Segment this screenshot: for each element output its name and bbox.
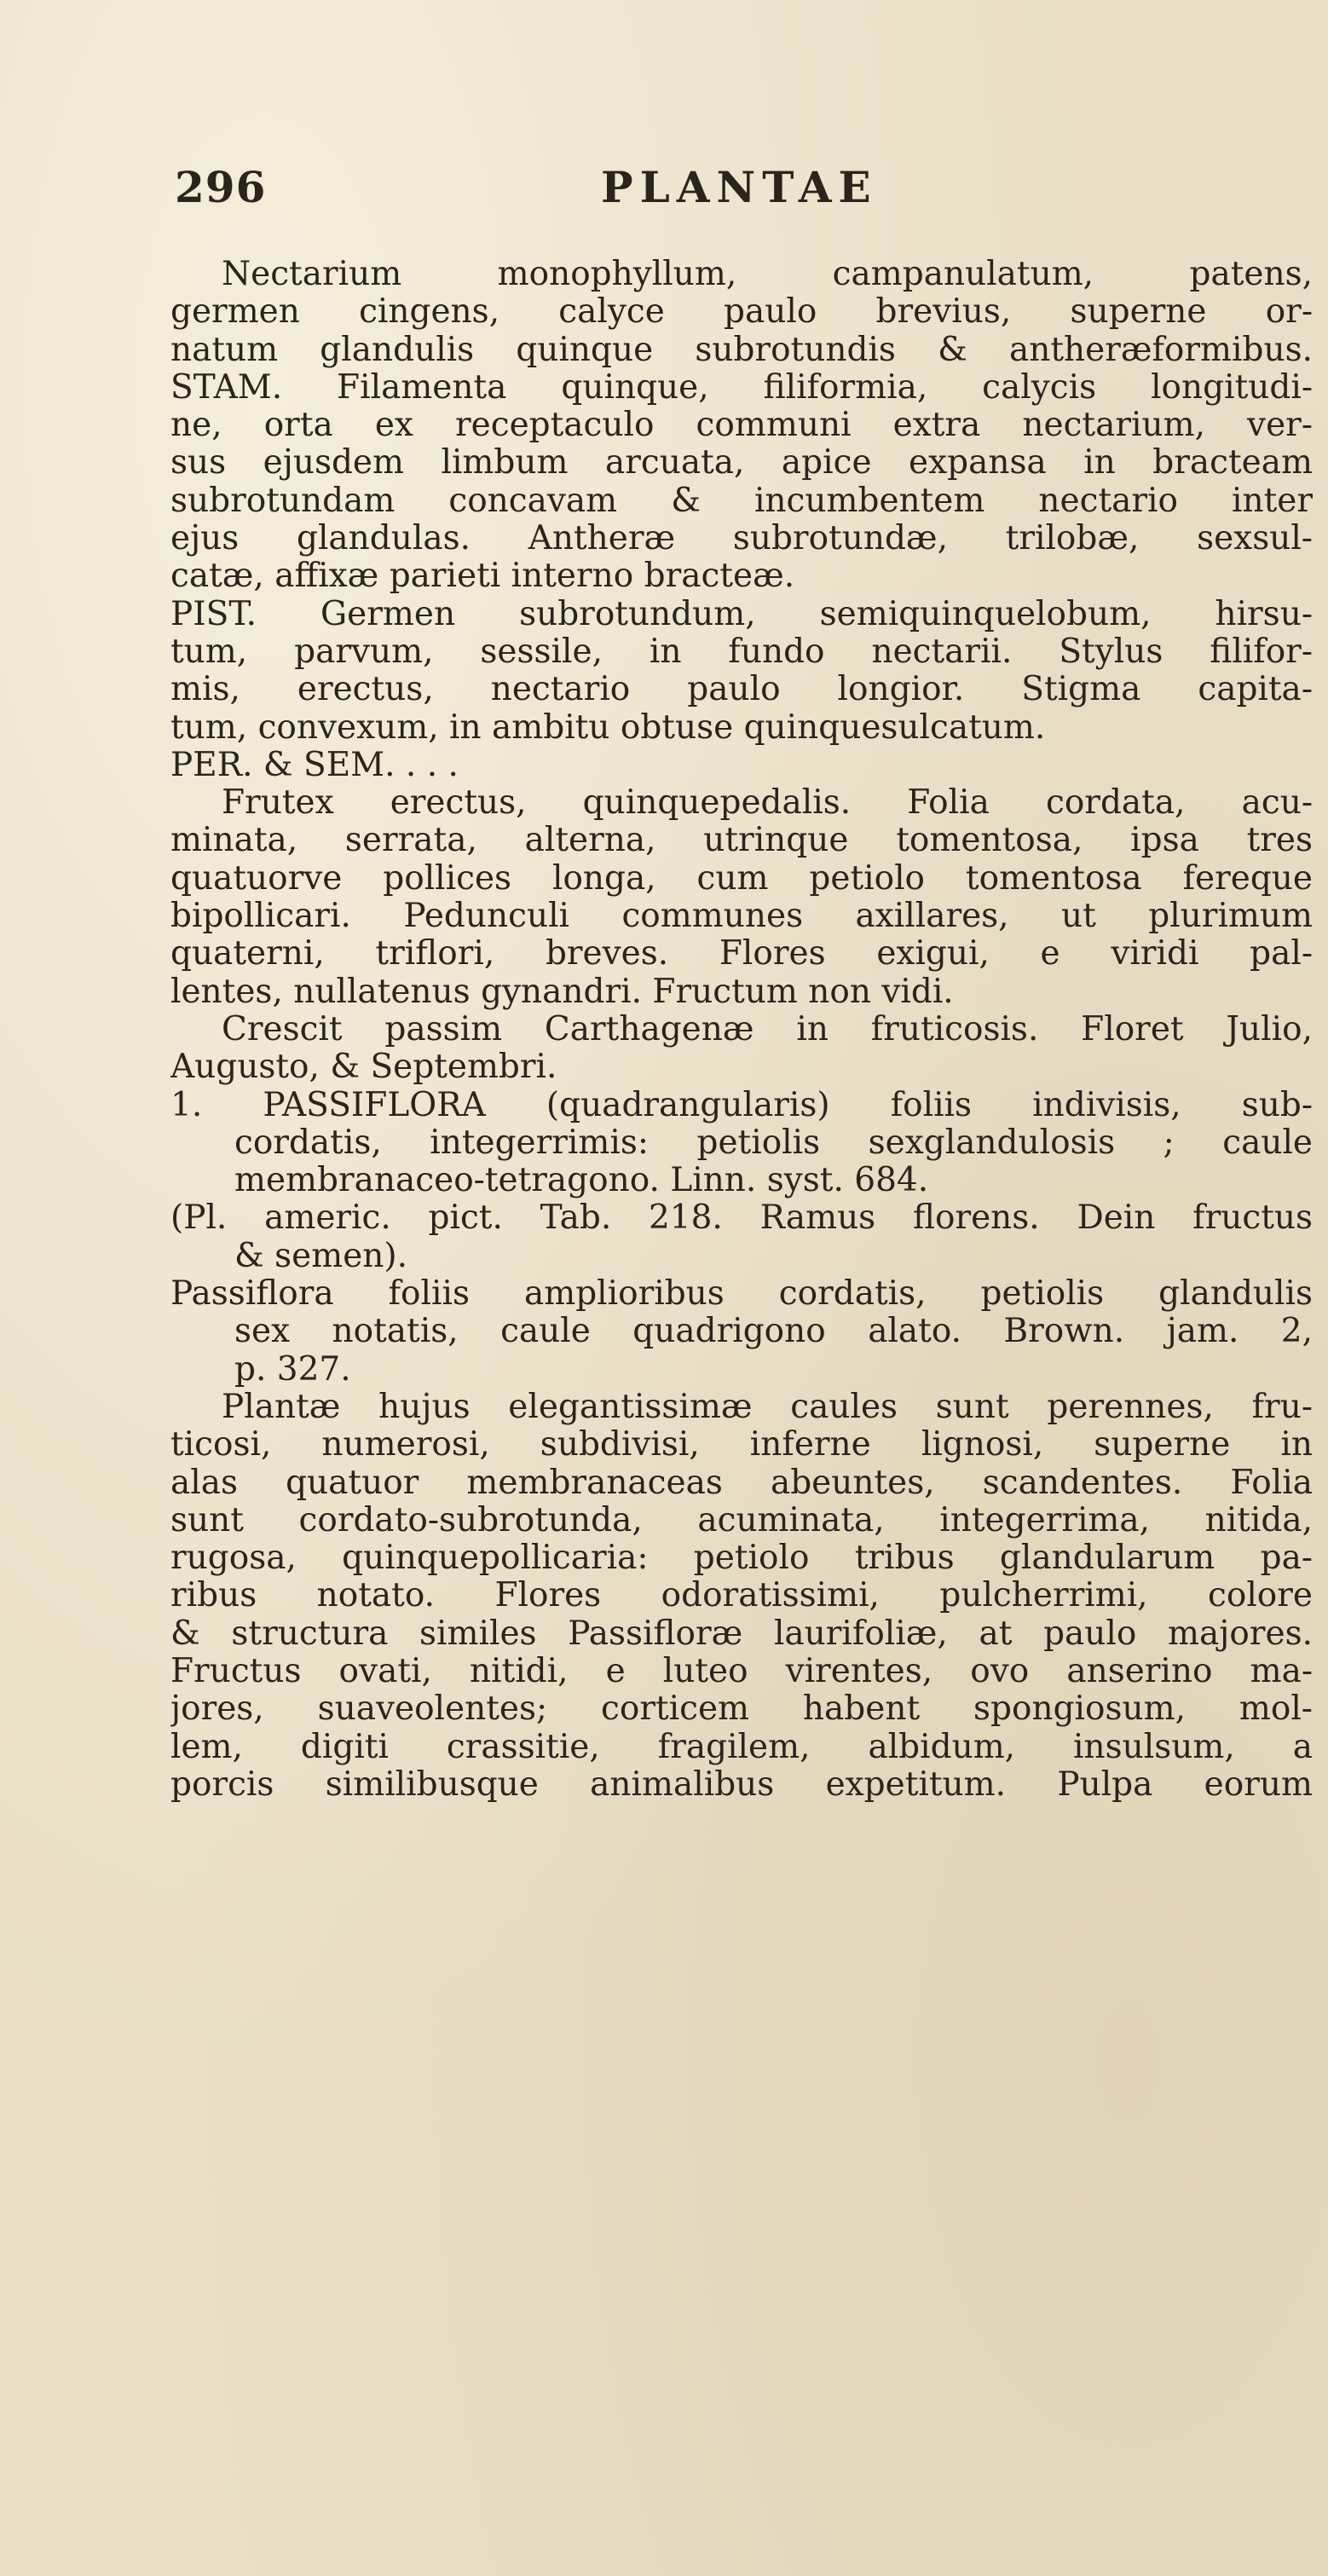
text-line: porcis similibusque animalibus expetitum. Pulpa eorum [170,1765,1313,1804]
text-line: ribus notato. Flores odoratissimi, pulcherrimi, colore [170,1577,1313,1615]
text-line: STAM. Filamenta quinque, filiformia, calycis longitudi- [170,368,1313,407]
text-line: Frutex erectus, quinquepedalis. Folia cordata, acu- [222,784,1313,823]
text-line: Fructus ovati, nitidi, e luteo virentes, ovo anserino ma- [170,1652,1313,1690]
text-line: sus ejusdem limbum arcuata, apice expansa in bracteam [170,444,1313,482]
text-line: sunt cordato-subrotunda, acuminata, integerrima, nitida, [170,1501,1313,1539]
text-line: alas quatuor membranaceas abeuntes, scandentes. Folia [170,1464,1313,1502]
text-line: jores, suaveolentes; corticem habent spongiosum, mol- [170,1690,1313,1729]
text-line: & semen). [234,1237,407,1275]
text-line: Nectarium monophyllum, campanulatum, patens, [222,256,1313,293]
text-line: & structura similes Passifloræ laurifoliæ, at paulo majores. [170,1614,1313,1653]
text-line: ticosi, numerosi, subdivisi, inferne lignosi, superne in [170,1426,1313,1464]
text-line: sex notatis, caule quadrigono alato. Brown. jam. 2, [234,1313,1313,1351]
text-line: natum glandulis quinque subrotundis & antheræformibus. [170,331,1313,369]
text-line: (Pl. americ. pict. Tab. 218. Ramus florens. Dein fructus [170,1199,1313,1238]
text-line: quatuorve pollices longa, cum petiolo tomentosa fereque [170,859,1313,898]
text-line: ne, orta ex receptaculo communi extra nectarium, ver- [170,407,1313,445]
text-line: ejus glandulas. Antheræ subrotundæ, trilobæ, sexsul- [170,520,1313,558]
text-line: germen cingens, calyce paulo brevius, superne or- [170,293,1313,332]
text-line: cordatis, integerrimis: petiolis sexglandulosis ; caule [234,1123,1313,1162]
text-line: PIST. Germen subrotundum, semiquinquelobum, hirsu- [170,595,1313,633]
text-line: Augusto, & Septembri. [170,1048,557,1087]
body-text [170,256,1313,1804]
text-line: Crescit passim Carthagenæ in fruticosis. Floret Julio, [222,1010,1313,1048]
text-line: 1. PASSIFLORA (quadrangularis) foliis indivisis, sub- [170,1086,1313,1124]
text-line: membranaceo-tetragono. Linn. syst. 684. [234,1162,929,1200]
text-line: mis, erectus, nectario paulo longior. Stigma capita- [170,671,1313,709]
text-line: Passiflora foliis amplioribus cordatis, petiolis glandulis [170,1275,1313,1314]
text-line: lem, digiti crassitie, fragilem, albidum, insulsum, a [170,1728,1313,1766]
text-line: catæ, affixæ parieti interno bracteæ. [170,557,795,596]
text-line: tum, parvum, sessile, in fundo nectarii. Stylus filifor- [170,632,1313,671]
text-line: PER. & SEM. . . . [170,746,459,784]
running-head [175,162,1277,230]
text-line: quaterni, triflori, breves. Flores exigui, e viridi pal- [170,935,1313,973]
text-line: bipollicari. Pedunculi communes axillares, ut plurimum [170,898,1313,936]
text-line: subrotundam concavam & incumbentem nectario inter [170,482,1313,520]
text-line: lentes, nullatenus gynandri. Fructum non vidi. [170,973,954,1011]
text-line: rugosa, quinquepollicaria: petiolo tribus glandularum pa- [170,1539,1313,1578]
text-line: p. 327. [234,1350,351,1389]
page-title: PLANTAE [601,162,878,212]
text-line: tum, convexum, in ambitu obtuse quinquesulcatum. [170,708,1046,747]
text-line: Plantæ hujus elegantissimæ caules sunt perennes, fru- [222,1388,1313,1426]
page-number: 296 [175,162,267,212]
text-line: minata, serrata, alterna, utrinque tomentosa, ipsa tres [170,822,1313,860]
